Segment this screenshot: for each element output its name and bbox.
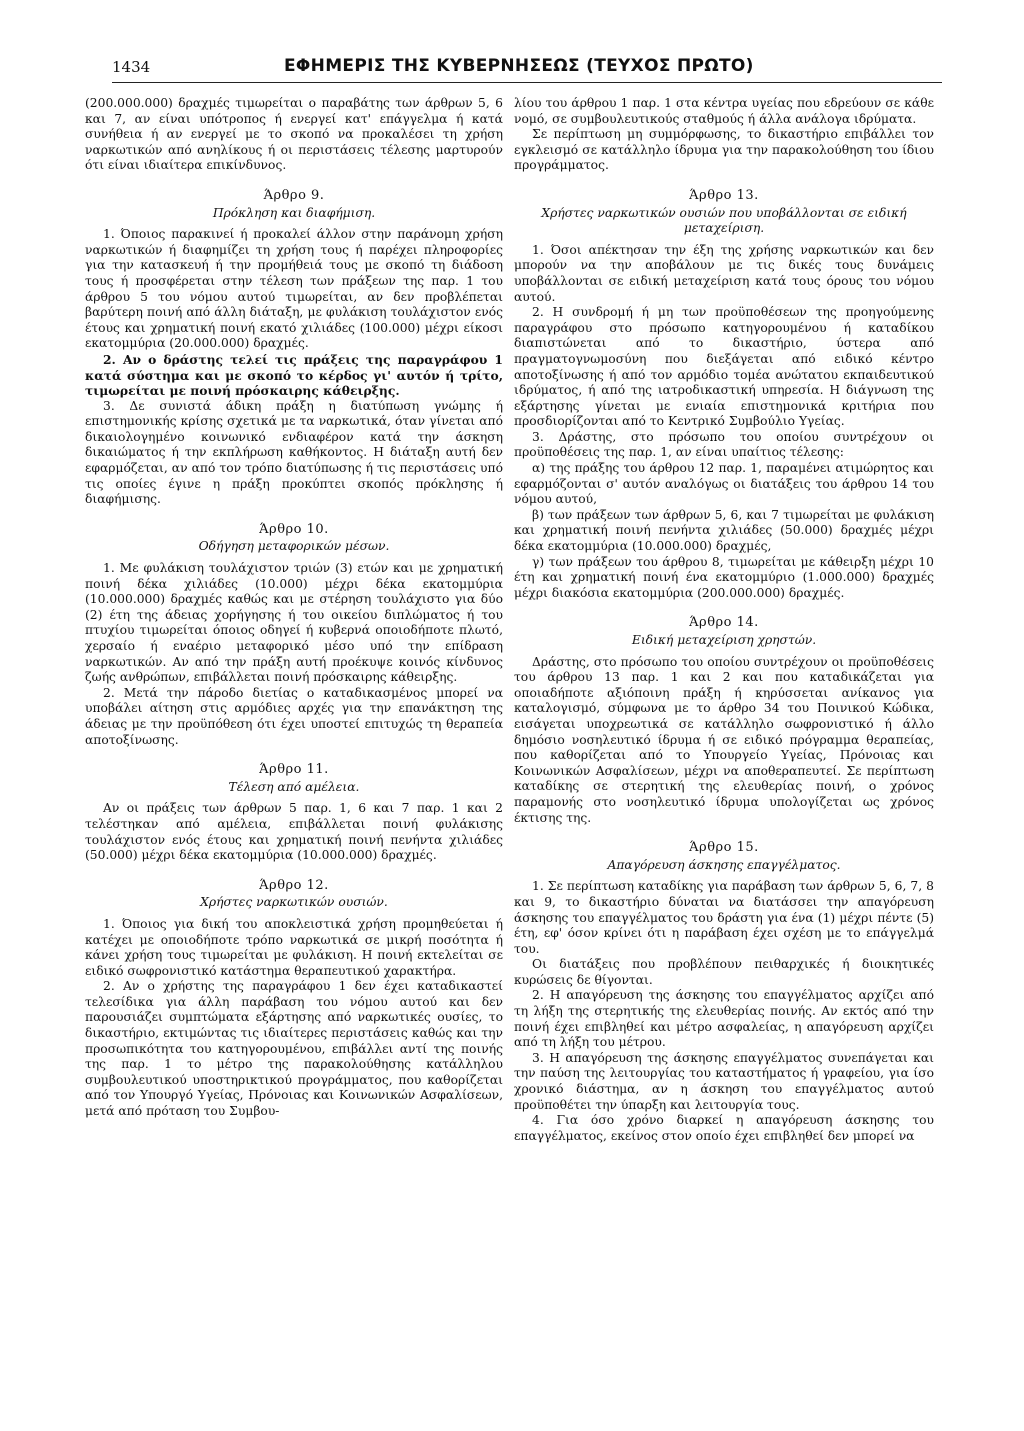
journal-title: ΕΦΗΜΕΡΙΣ ΤΗΣ ΚΥΒΕΡΝΗΣΕΩΣ (ΤΕΥΧΟΣ ΠΡΩΤΟ) (284, 56, 754, 76)
left-column (85, 96, 503, 1120)
article-15-paragraph-2: 2. Η απαγόρευση της άσκησης του επαγγέλματος αρχίζει από τη λήξη της στερητικής της ελευθερίας ποινής. Αν εκτός από την ποινή έχει επιβληθεί και μέτρο ασφαλείας, η απαγόρευση αρχίζει από τη λήξη του μέτρου. (514, 988, 934, 1050)
article-15-paragraph-1b: Οι διατάξεις που προβλέπουν πειθαρχικές ή διοικητικές κυρώσεις δε θίγονται. (514, 957, 934, 987)
article-13-paragraph-1: 1. Όσοι απέκτησαν την έξη της χρήσης ναρκωτικών και δεν μπορούν να την αποβάλουν με τις δικές τους δυνάμεις υποβάλλονται σε ειδική μεταχείριση κατά τους όρους του νόμου αυτού. (514, 242, 934, 304)
article-13-item-b: β) των πράξεων των άρθρων 5, 6, και 7 τιμωρείται με φυλάκιση και χρηματική ποινή πενήντα χιλιάδες (50.000) δραχμές μέχρι δέκα εκατομμύρια (10.000.000) δραχμές, (514, 507, 934, 554)
article-11-subtitle: Τέλεση από αμέλεια. (228, 779, 360, 794)
article-11-paragraph-1: Αν οι πράξεις των άρθρων 5 παρ. 1, 6 και 7 παρ. 1 και 2 τελέστηκαν από αμέλεια, επιβάλλεται ποινή φυλάκισης τουλάχιστον ενός έτους και χρηματική ποινή πενήντα χιλιάδες (50.000) μέχρι δέκα εκατομμύρια (10.000.000) δραχμές. (85, 801, 503, 863)
intro-paragraph: (200.000.000) δραχμές τιμωρείται ο παραβάτης των άρθρων 5, 6 και 7, αν είναι υπότροπος ή ενεργεί κατ' επάγγελμα ή κατά συνήθεια ή αν ενεργεί με το σκοπό να προκαλέσει τη χρήση ναρκωτικών από ανηλίκους ή οι περιστάσεις τέλεσης μαρτυρούν ότι είναι ιδιαίτερα επικίνδυνος. (85, 96, 503, 173)
article-9-title: Άρθρο 9. (263, 187, 325, 203)
article-9-paragraph-1: 1. Όποιος παρακινεί ή προκαλεί άλλον στην παράνομη χρήση ναρκωτικών ή διαφημίζει τη χρήση τους ή παρέχει πληροφορίες για την κατασκευή ή την προμήθειά τους με σκοπό τη διάδοση τους ή προσφέρεται στην τέλεση των πράξεων της παρ. 1 του άρθρου 5 του νόμου αυτού τιμωρείται, αν δεν προβλέπεται βαρύτερη ποινή από άλλη διάταξη, με φυλάκιση τουλάχιστον ενός έτους και χρηματική ποινή εκατό χιλιάδες (100.000) μέχρι είκοσι εκατομμύρια (20.000.000) δραχμές. (85, 227, 503, 351)
article-10-subtitle: Οδήγηση μεταφορικών μέσων. (198, 539, 390, 554)
continuation-paragraph: λίου του άρθρου 1 παρ. 1 στα κέντρα υγείας που εδρεύουν σε κάθε νομό, σε συμβουλευτικούς σταθμούς ή άλλα ανάλογα ιδρύματα. (514, 96, 934, 126)
article-14-paragraph-1: Δράστης, στο πρόσωπο του οποίου συντρέχουν οι προϋποθέσεις του άρθρου 13 παρ. 1 και 2 και που καταδικάζεται για οποιαδήποτε αξιόποινη πράξη ή κηρύσσεται ανίκανος για καταλογισμό, σύμφωνα με το άρθρο 34 του Ποινικού Κώδικα, εισάγεται υποχρεωτικά σε κατάλληλο σωφρονιστικό ή άλλο δημόσιο νοσηλευτικό ίδρυμα ή σε ειδικό πρόγραμμα θεραπείας, που καθορίζεται από το Υπουργείο Υγείας, Πρόνοιας και Κοινωνικών Ασφαλίσεων, μέχρι να αποθεραπευτεί. Σε περίπτωση καταδίκης σε στερητική της ελευθερίας ποινή, ο χρόνος παραμονής στο νοσηλευτικό ίδρυμα υπολογίζεται ως χρόνος έκτισης της. (514, 654, 934, 825)
article-13-paragraph-2: 2. Η συνδρομή ή μη των προϋποθέσεων της προηγούμενης παραγράφου στο πρόσωπο κατηγορουμένου ή καταδίκου διαπιστώνεται από το δικαστήριο, ύστερα από πραγματογνωμοσύνη που διεξάγεται από ειδικό κέντρο αποτοξίνωσης ή από τον αρμόδιο τομέα ανώτατου εκπαιδευτικού ιδρύματος, ή από της ιατροδικαστική υπηρεσία. Η διάγνωση της εξάρτησης γίνεται με ενιαία επιστημονικά κριτήρια που προσδιορίζονται από το Κεντρικό Συμβούλιο Υγείας. (514, 305, 934, 429)
article-13-paragraph-3: 3. Δράστης, στο πρόσωπο του οποίου συντρέχουν οι προϋποθέσεις της παρ. 1, αν είναι υπαίτιος τέλεσης: (514, 429, 934, 460)
header-rule (112, 82, 942, 83)
page-header (112, 58, 942, 86)
article-11-title: Άρθρο 11. (259, 762, 329, 778)
article-15-subtitle: Απαγόρευση άσκησης επαγγέλματος. (607, 857, 841, 872)
article-14-subtitle: Ειδική μεταχείριση χρηστών. (631, 633, 817, 647)
right-column (514, 96, 934, 1144)
article-9-paragraph-2: 2. Αν ο δράστης τελεί τις πράξεις της παραγράφου 1 κατά σύστημα και με σκοπό το κέρδος γι' αυτόν ή τρίτο, τιμωρείται με ποινή πρόσκαιρης κάθειρξης. (85, 351, 503, 399)
article-10-title: Άρθρο 10. (259, 521, 329, 537)
article-12-title: Άρθρο 12. (259, 877, 329, 893)
article-15-paragraph-1: 1. Σε περίπτωση καταδίκης για παράβαση των άρθρων 5, 6, 7, 8 και 9, το δικαστήριο δύναται να διατάσσει την απαγόρευση άσκησης του επαγγέλματος του δράστη για ένα (1) μέχρι πέντε (5) έτη, εφ' όσον κρίνει ότι η παράβαση έχει σχέση με το επάγγελμά του. (514, 879, 934, 956)
article-13-subtitle: Χρήστες ναρκωτικών ουσιών που υποβάλλονται σε ειδική μεταχείριση. (541, 205, 907, 236)
article-15-paragraph-4: 4. Για όσο χρόνο διαρκεί η απαγόρευση άσκησης του επαγγέλματος, εκείνος στον οποίο έχει επιβληθεί δεν μπορεί να (514, 1113, 934, 1143)
article-10-paragraph-2: 2. Μετά την πάροδο διετίας ο καταδικασμένος μπορεί να υποβάλει αίτηση στις αρμόδιες αρχές για την επανάκτηση της άδειας με την προϋπόθεση ότι έχει υποστεί επιτυχώς τη θεραπεία αποτοξίνωσης. (85, 685, 503, 747)
article-9-paragraph-3: 3. Δε συνιστά άδικη πράξη η διατύπωση γνώμης ή επιστημονικής κρίσης σχετικά με τα ναρκωτικά, όταν γίνεται από δικαιολογημένο κοινωνικό ενδιαφέρον κατά την άσκηση δικαιώματος ή την εκπλήρωση καθήκοντος. Η διάταξη αυτή δεν εφαρμόζεται, αν από τον τρόπο διατύπωσης ή τις περιστάσεις υπό τις οποίες έγινε η πράξη προκύπτει σκοπός πρόκλησης ή διαφήμισης. (85, 398, 503, 507)
continuation-paragraph-2: Σε περίπτωση μη συμμόρφωσης, το δικαστήριο επιβάλλει τον εγκλεισμό σε κατάλληλο ίδρυμα για την παρακολούθηση του ίδιου προγράμματος. (514, 127, 934, 173)
article-12-subtitle: Χρήστες ναρκωτικών ουσιών. (200, 895, 388, 910)
article-12-paragraph-1: 1. Όποιος για δική του αποκλειστικά χρήση προμηθεύεται ή κατέχει με οποιοδήποτε τρόπο ναρκωτικά σε μικρή ποσότητα ή κάνει χρήση τους τιμωρείται με φυλάκιση. Η ποινή εκτελείται σε ειδικό σωφρονιστικό κατάστημα θεραπευτικού χαρακτήρα. (85, 916, 503, 978)
page-number: 1434 (112, 58, 151, 76)
article-13-item-a: α) της πράξης του άρθρου 12 παρ. 1, παραμένει ατιμώρητος και εφαρμόζονται σ' αυτόν αναλόγως οι διατάξεις του άρθρου 14 του νόμου αυτού, (514, 461, 934, 507)
article-15-paragraph-3: 3. Η απαγόρευση της άσκησης επαγγέλματος συνεπάγεται και την παύση της λειτουργίας του καταστήματος ή γραφείου, για ίσο χρονικό διάστημα, αν η άσκηση του επαγγέλματος αυτού προϋποθέτει την ύπαρξη και λειτουργία τους. (514, 1050, 934, 1112)
article-10-paragraph-1: 1. Με φυλάκιση τουλάχιστον τριών (3) ετών και με χρηματική ποινή δέκα χιλιάδες (10.000) μέχρι δέκα εκατομμύρια (10.000.000) δραχμές καθώς και με στέρηση τουλάχιστο για δύο (2) έτη της άδειας χορήγησης ή του οικείου διπλώματος ή του πτυχίου τιμωρείται όποιος οδηγεί ή κυβερνά οποιοδήποτε πλωτό, χερσαίο ή εναέριο μεταφορικό μέσο υπό την επίδραση ναρκωτικών. Αν από την πράξη αυτή προέκυψε κοινός κίνδυνος ζωής ανθρώπων, επιβάλλεται ποινή πρόσκαιρης κάθειρξης. (85, 561, 503, 685)
article-13-title: Άρθρο 13. (689, 187, 759, 203)
article-13-item-c: γ) των πράξεων του άρθρου 8, τιμωρείται με κάθειρξη μέχρι 10 έτη και χρηματική ποινή ένα εκατομμύριο (1.000.000) δραχμές μέχρι διακόσια εκατομμύρια (200.000.000) δραχμές. (514, 554, 934, 600)
article-15-title: Άρθρο 15. (689, 840, 759, 856)
article-9-subtitle: Πρόκληση και διαφήμιση. (212, 205, 376, 220)
article-14-title: Άρθρο 14. (689, 615, 759, 631)
article-12-paragraph-2: 2. Αν ο χρήστης της παραγράφου 1 δεν έχει καταδικαστεί τελεσίδικα για άλλη παράβαση του νόμου αυτού και δεν παρουσιάζει συμπτώματα εξάρτησης από ναρκωτικές ουσίες, το δικαστήριο, εκτιμώντας τις ιδιαίτερες περιστάσεις καθώς και την προσωπικότητα του κατηγορουμένου, επιβάλλει αντί της ποινής της παρ. 1 το μέτρο της παρακολούθησης κατάλληλου συμβουλευτικού υποστηρικτικού προγράμματος, που καθορίζεται από τον Υπουργό Υγείας, Πρόνοιας και Κοινωνικών Ασφαλίσεων, μετά από πρόταση του Συμβου- (85, 979, 503, 1119)
